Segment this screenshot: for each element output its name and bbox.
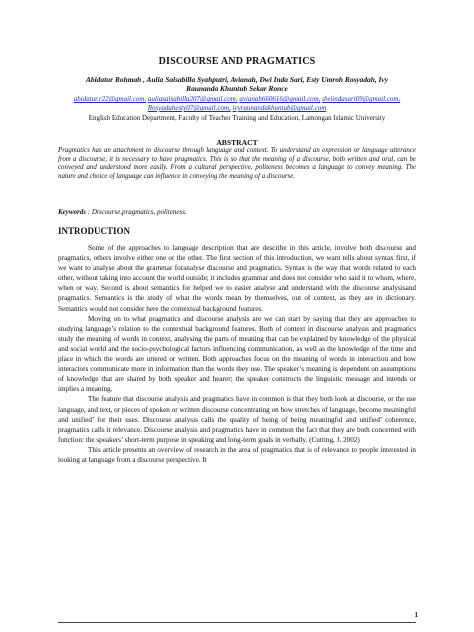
paper-title: DISCOURSE AND PRAGMATICS (158, 56, 316, 67)
abstract-text: Pragmatics has an attachment to discourse through language and context. To understand an expression or language utterance from a discourse, it is necessary to have pragmatics. This is so that the meaning of a discourse, both written and oral, can be conveyed and understood more easily. From a cultural perspective, politeness becomes a language to convey meaning. The nature and choice of language can influence in conveying the meaning of a discourse. (58, 147, 416, 180)
keywords-label: Keywords (58, 208, 86, 216)
page-number: 1 (414, 611, 418, 619)
keywords-line (58, 208, 416, 217)
body-paragraph: Moving on to what pragmatics and discourse analysis are we can start by saying that they are approaches to studying language’s relation to the contextual background features. Both of context in discourse analysis and pragmatics study the meaning of words in context, analysing the parts of meaning that can be explained by knowledge of the physical and social world and the socio-psychological factors influencing communication, as well as the knowledge of the time and place in which the words are uttered or written. Both approaches focus on the meaning of words in interaction and how interactors communicate more in information than the words they use. The speaker’s meaning is dependent on assumptions of knowledge that are shared by both speaker and hearer; the speaker constructs the linguistic message and intends or implies a meaning. (58, 314, 416, 394)
section-heading-introduction: INTRODUCTION (58, 226, 131, 236)
affiliation: English Education Department, Faculty of Teacher Training and Education, Lamongan Islamic University (88, 114, 386, 122)
body-text (58, 243, 416, 465)
email-link[interactable]: avianah660616@gmail.com, (239, 95, 321, 103)
email-link[interactable]: ivyraunandakhuntub@gmail.com (232, 104, 327, 112)
body-paragraph: The feature that discourse analysis and pragmatics have in common is that they both look at discourse, or the use language, and text, or pieces of spoken or written discourse concentrating on how stretches of language, become meaningful and unified’ for their uses. Discourse analysis calls the quality of being of being meaningful and unified’ coherence, pragmatics calls it relevance. Discourse analysis and pragmatics have in common the fact that they are both concerned with function: the speakers’ short-term purpose in speaking and long-term goals in verbally. (Cutting, J. 2002) (58, 395, 416, 444)
email-link[interactable]: dwiindasari69@gmail.com, (322, 95, 401, 103)
keywords-text: : Discourse,pragmatics, politeness. (86, 208, 187, 216)
author-list: Abidatur Rohmah , Aulia Salsabilla Syahputri, Avianah, Dwi Inda Sari, Esty Umroh Rosyadah, Ivy Raunanda Khuntub Sekar Ronce (86, 75, 388, 93)
body-paragraph: Some of the approaches to language description that are describe in this article, involve both discourse and pragmatics, others involve either one or the other. The first section of this introduction, we want tells about syntax first, if we want to analyse about the grammar foranalyse discourse and pragmatics. Syntax is the way that words related to each other, without taking into account the world outside; it includes grammar and does not consider who said it to whom, where, when or way. Second is about semantics for helped we to easier analyse and understand with the discourse analysisand pragmatics. Semantics is the study of what the words mean by themselves, out of context, as they are in dictionary. Semantics would not consider here the contextual background features. (58, 244, 416, 313)
body-paragraph: This article presents an overview of research in the area of pragmatics that is of relevance to people interested in looking at language from a discourse perspective. It (58, 445, 416, 464)
footer-rule (58, 622, 416, 623)
abstract-heading: ABSTRACT (216, 138, 258, 147)
email-link[interactable]: Rosyadahesty07@gmail.com, (147, 104, 231, 112)
author-emails (60, 95, 414, 113)
email-link[interactable]: abidatur.r22@gmail.com, (73, 95, 147, 103)
email-link[interactable]: auliasalsabilla207@gmail.com, (147, 95, 238, 103)
